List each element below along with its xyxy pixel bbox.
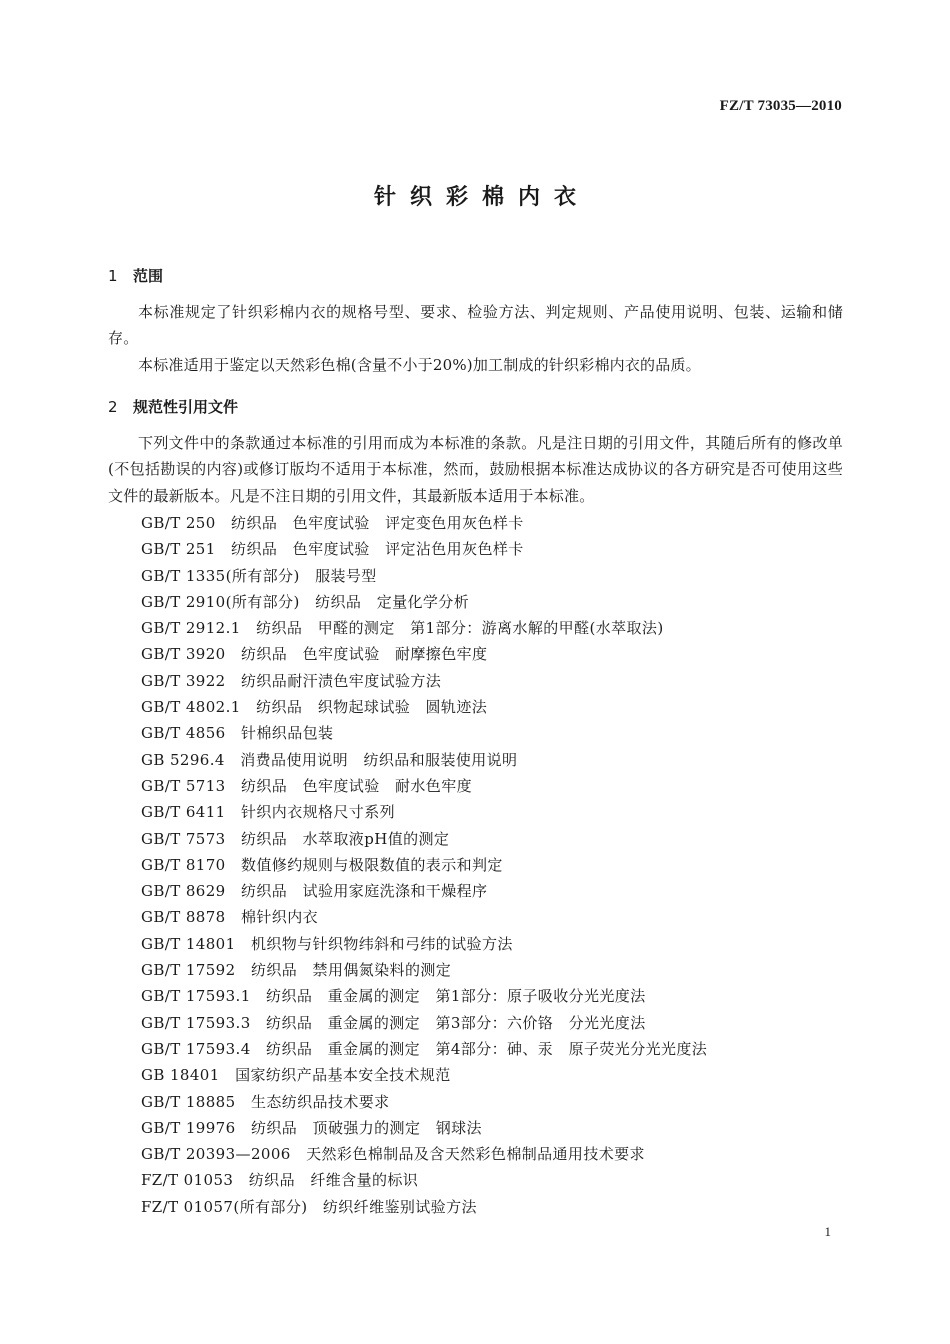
reference-item: GB/T 17593.1 纺织品 重金属的测定 第1部分：原子吸收分光光度法 bbox=[141, 987, 646, 1006]
reference-item: GB/T 2910(所有部分) 纺织品 定量化学分析 bbox=[141, 592, 470, 611]
reference-item: GB/T 8878 棉针织内衣 bbox=[141, 908, 319, 927]
section-title: 范围 bbox=[133, 267, 164, 285]
section-title: 规范性引用文件 bbox=[133, 398, 239, 416]
reference-item: GB/T 14801 机织物与针织物纬斜和弓纬的试验方法 bbox=[141, 934, 513, 953]
reference-item: GB/T 3922 纺织品耐汗渍色牢度试验方法 bbox=[141, 671, 442, 690]
reference-item: GB/T 251 纺织品 色牢度试验 评定沾色用灰色样卡 bbox=[141, 540, 524, 559]
reference-item: GB/T 17592 纺织品 禁用偶氮染料的测定 bbox=[141, 961, 452, 980]
reference-item: GB/T 5713 纺织品 色牢度试验 耐水色牢度 bbox=[141, 776, 473, 795]
reference-item: GB/T 8170 数值修约规则与极限数值的表示和判定 bbox=[141, 855, 503, 874]
section-1-heading bbox=[108, 266, 163, 286]
reference-item: GB/T 4856 针棉织品包装 bbox=[141, 724, 334, 743]
reference-item: GB/T 1335(所有部分) 服装号型 bbox=[141, 566, 377, 585]
reference-item: GB/T 6411 针织内衣规格尺寸系列 bbox=[141, 803, 396, 822]
reference-item: GB/T 18885 生态纺织品技术要求 bbox=[141, 1092, 390, 1111]
document-title: 针织彩棉内衣 bbox=[373, 185, 590, 210]
paragraph: 下列文件中的条款通过本标准的引用而成为本标准的条款。凡是注日期的引用文件，其随后所有的修改单(不包括勘误的内容)或修订版均不适用于本标准，然而，鼓励根据本标准达成协议的各方研究是否可使用这些文件的最新版本。凡是不注日期的引用文件，其最新版本适用于本标准。 bbox=[108, 434, 843, 505]
page-number: 1 bbox=[824, 1224, 831, 1239]
reference-item: GB/T 4802.1 纺织品 织物起球试验 圆轨迹法 bbox=[141, 698, 488, 717]
reference-list bbox=[141, 510, 707, 1220]
section-number: 1 bbox=[108, 267, 118, 285]
reference-item: GB 18401 国家纺织产品基本安全技术规范 bbox=[141, 1066, 451, 1085]
section-number: 2 bbox=[108, 398, 118, 416]
paragraph: 本标准适用于鉴定以天然彩色棉(含量不小于20%)加工制成的针织彩棉内衣的品质。 bbox=[138, 356, 701, 374]
reference-item: GB/T 2912.1 纺织品 甲醛的测定 第1部分：游离水解的甲醛(水萃取法) bbox=[141, 619, 664, 638]
paragraph: 本标准规定了针织彩棉内衣的规格号型、要求、检验方法、判定规则、产品使用说明、包装、运输和储存。 bbox=[108, 303, 843, 348]
reference-item: FZ/T 01053 纺织品 纤维含量的标识 bbox=[141, 1171, 419, 1190]
reference-item: GB/T 19976 纺织品 顶破强力的测定 钢球法 bbox=[141, 1118, 482, 1137]
reference-item: GB/T 3920 纺织品 色牢度试验 耐摩擦色牢度 bbox=[141, 645, 488, 664]
reference-item: GB/T 17593.4 纺织品 重金属的测定 第4部分：砷、汞 原子荧光分光光度法 bbox=[141, 1039, 708, 1058]
section-2-heading bbox=[108, 397, 238, 417]
standard-code: FZ/T 73035—2010 bbox=[719, 98, 842, 114]
reference-item: GB/T 7573 纺织品 水萃取液pH值的测定 bbox=[141, 829, 450, 848]
reference-item: GB/T 17593.3 纺织品 重金属的测定 第3部分：六价铬 分光光度法 bbox=[141, 1013, 646, 1032]
reference-item: GB/T 20393—2006 天然彩色棉制品及含天然彩色棉制品通用技术要求 bbox=[141, 1145, 645, 1164]
reference-item: GB 5296.4 消费品使用说明 纺织品和服装使用说明 bbox=[141, 750, 518, 769]
reference-item: GB/T 250 纺织品 色牢度试验 评定变色用灰色样卡 bbox=[141, 514, 524, 532]
reference-item: GB/T 8629 纺织品 试验用家庭洗涤和干燥程序 bbox=[141, 882, 488, 901]
reference-item: FZ/T 01057(所有部分) 纺织纤维鉴别试验方法 bbox=[141, 1197, 477, 1216]
